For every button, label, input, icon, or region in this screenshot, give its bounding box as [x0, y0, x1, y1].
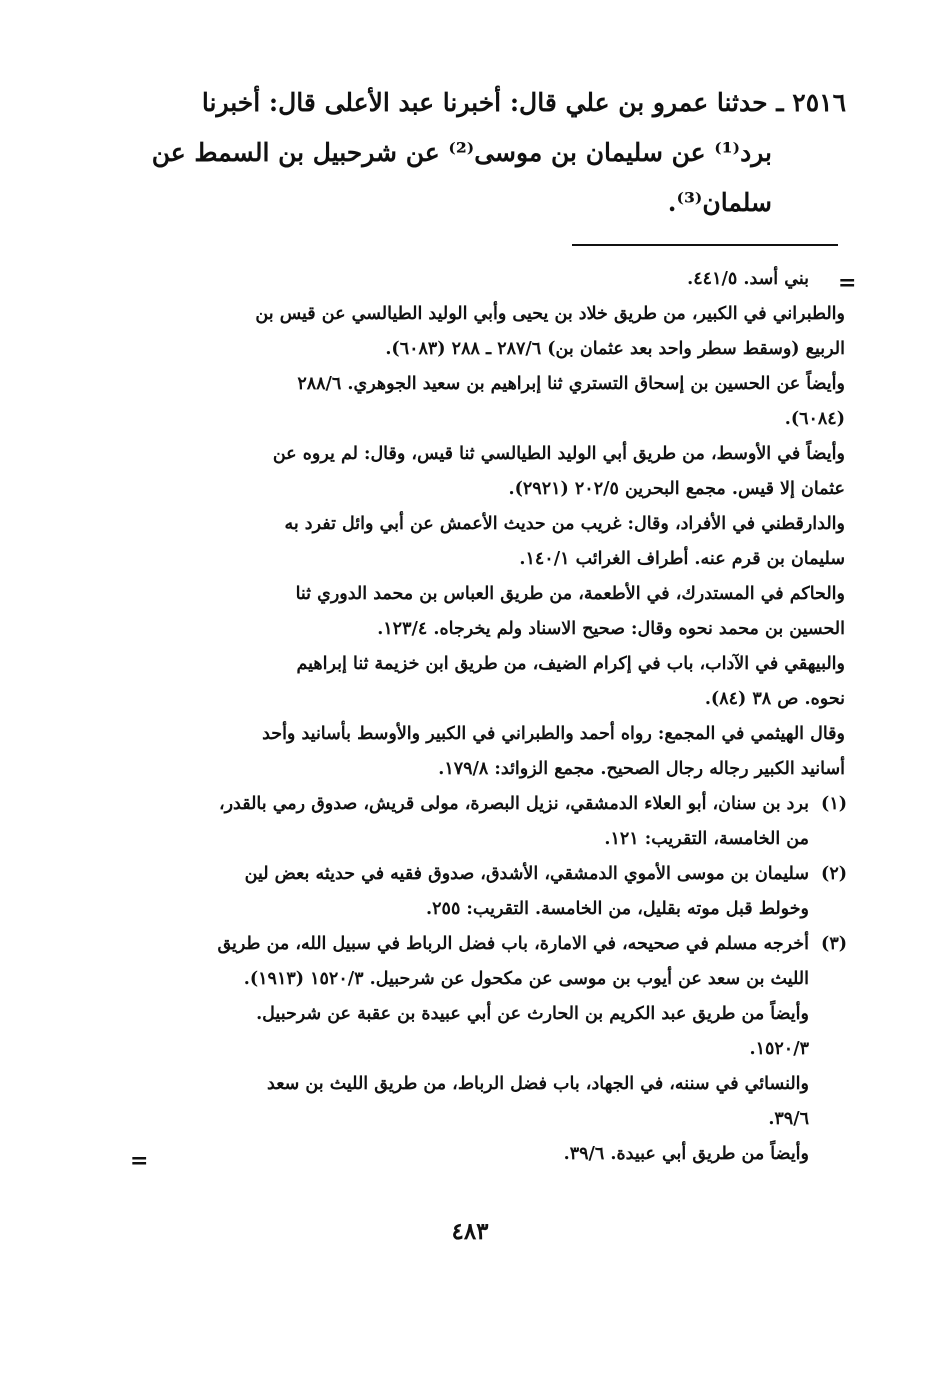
footnote-line: نحوه. ص ٣٨ (٨٤). — [704, 689, 845, 709]
hadith-line: برد⁽¹⁾ عن سليمان بن موسى⁽²⁾ عن شرحبيل بن السمط عن — [151, 138, 772, 167]
footnote-line: الحسين بن محمد نحوه وقال: صحيح الاسناد ولم يخرجاه. ١٢٣/٤. — [377, 619, 845, 639]
footnote-line: الليث بن سعد عن أيوب بن موسى عن مكحول عن شرحبيل. ١٥٢٠/٣ (١٩١٣). — [243, 969, 809, 989]
footnote-line: بني أسد. ٤٤١/٥. — [687, 269, 809, 289]
footnote-line: والبيهقي في الآداب، باب في إكرام الضيف، من طريق ابن خزيمة ثنا إبراهيم — [296, 654, 845, 674]
hadith-line: سلمان⁽³⁾. — [667, 188, 772, 217]
footnote-line: من الخامسة، التقريب: ١٢١. — [604, 829, 809, 849]
footnote-line: (٦٠٨٤). — [784, 409, 845, 429]
footnote-divider — [572, 244, 838, 246]
footnote-line: والحاكم في المستدرك، في الأطعمة، من طريق العباس بن محمد الدوري ثنا — [295, 584, 845, 604]
footnote-line: الربيع (وسقط سطر واحد بعد عثمان بن) ٢٨٧/٦ ـ ٢٨٨ (٦٠٨٣). — [385, 339, 845, 359]
footnote-line: والدارقطني في الأفراد، وقال: غريب من حديث الأعمش عن أبي وائل تفرد به — [284, 514, 845, 534]
continuation-mark-top: = — [838, 270, 857, 296]
footnote-text: أخرجه مسلم في صحيحه، في الامارة، باب فضل الرباط في سبيل الله، من طريق — [217, 934, 809, 954]
footnote-3 — [155, 927, 845, 962]
footnote-line: والطبراني في الكبير، من طريق خلاد بن يحيى وأبي الوليد الطيالسي عن قيس بن — [255, 304, 845, 324]
footnote-line: وخولط قبل موته بقليل، من الخامسة. التقريب: ٢٥٥. — [426, 899, 809, 919]
continuation-mark-bottom: = — [130, 1148, 149, 1174]
footnote-text: سليمان بن موسى الأموي الدمشقي، الأشدق، صدوق فقيه في حديثه بعض لين — [244, 864, 809, 884]
footnote-number: (٣) — [821, 934, 847, 954]
footnote-line: عثمان إلا قيس. مجمع البحرين ٢٠٢/٥ (٢٩٢١). — [508, 479, 845, 499]
footnote-1 — [155, 787, 845, 822]
footnote-line: وأيضاً من طريق أبي عبيدة. ٣٩/٦. — [563, 1144, 809, 1164]
footnote-line: أسانيد الكبير رجاله رجال الصحيح. مجمع الزوائد: ١٧٩/٨. — [438, 759, 845, 779]
footnote-text: برد بن سنان، أبو العلاء الدمشقي، نزيل البصرة، مولى قريش، صدوق رمي بالقدر، — [218, 794, 809, 814]
footnote-line: وأيضاً عن الحسين بن إسحاق التستري ثنا إبراهيم بن سعيد الجوهري. ٢٨٨/٦ — [297, 374, 845, 394]
footnotes-section — [155, 262, 845, 1172]
footnote-line: وقال الهيثمي في المجمع: رواه أحمد والطبراني في الكبير والأوسط بأسانيد وأحد — [262, 724, 845, 744]
footnote-line: ٣٩/٦. — [768, 1109, 809, 1129]
footnote-line: وأيضاً من طريق عبد الكريم بن الحارث عن أبي عبيدة بن عقبة عن شرحبيل. — [256, 1004, 809, 1024]
footnote-2 — [155, 857, 845, 892]
footnote-number: (١) — [821, 794, 847, 814]
footnote-line: وأيضاً في الأوسط، من طريق أبي الوليد الطيالسي ثنا قيس، وقال: لم يروه عن — [272, 444, 845, 464]
footnote-number: (٢) — [821, 864, 847, 884]
footnote-line: سليمان بن قرم عنه. أطراف الغرائب ١٤٠/١. — [519, 549, 845, 569]
hadith-text — [146, 78, 846, 228]
footnote-line: والنسائي في سننه، في الجهاد، باب فضل الرباط، من طريق الليث بن سعد — [267, 1074, 809, 1094]
footnote-line: ١٥٢٠/٣. — [749, 1039, 809, 1059]
page-number: ٤٨٣ — [451, 1218, 489, 1245]
hadith-line: ٢٥١٦ ـ حدثنا عمرو بن علي قال: أخبرنا عبد الأعلى قال: أخبرنا — [201, 88, 846, 117]
